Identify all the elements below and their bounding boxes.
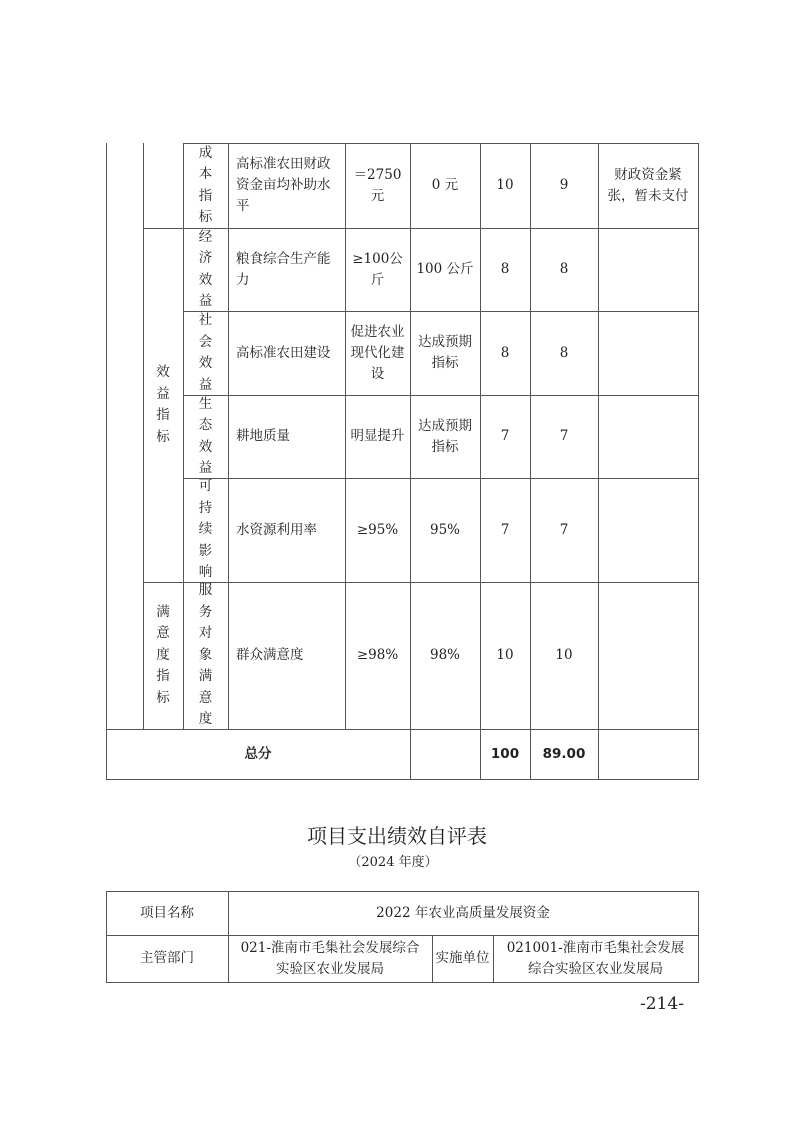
total-label: 总分 xyxy=(244,745,272,762)
cell-actual xyxy=(410,228,480,311)
cell-sub xyxy=(183,395,228,478)
cell-actual xyxy=(410,582,480,729)
cell-indicator xyxy=(228,395,345,478)
cell-score xyxy=(530,228,598,311)
target-text: 促进农业现代化建设 xyxy=(350,323,405,382)
target-text: ≥100公斤 xyxy=(352,250,403,288)
sub-text: 生态效益 xyxy=(198,395,213,476)
total-score: 89.00 xyxy=(542,745,586,762)
cell-score xyxy=(530,478,598,582)
total-weight: 100 xyxy=(490,745,520,762)
cell-score xyxy=(530,395,598,478)
score-text: 8 xyxy=(559,344,569,361)
actual-text: 达成预期指标 xyxy=(418,334,472,371)
project-name-label: 项目名称 xyxy=(140,904,194,921)
cell-weight xyxy=(480,311,530,395)
actual-text: 98% xyxy=(429,647,460,663)
cell-weight xyxy=(480,395,530,478)
cell-target xyxy=(345,395,410,478)
indicator-text: 水资源利用率 xyxy=(236,521,317,538)
score-text: 7 xyxy=(559,428,569,444)
dept-label: 主管部门 xyxy=(140,950,194,966)
cell-indicator xyxy=(228,478,345,582)
cell-actual xyxy=(410,143,480,228)
group-benefit xyxy=(143,228,183,582)
note-text: 财政资金紧张，暂未支付 xyxy=(607,166,689,204)
weight-text: 7 xyxy=(500,521,510,538)
sub-text: 经济效益 xyxy=(198,228,213,309)
weight-text: 10 xyxy=(496,647,514,663)
target-text: ＝2750元 xyxy=(353,166,402,204)
cell-note xyxy=(598,395,698,478)
cell-note xyxy=(598,582,698,729)
score-text: 9 xyxy=(559,177,569,193)
cell-sub xyxy=(183,582,228,729)
cell-weight xyxy=(480,228,530,311)
cell-actual xyxy=(410,395,480,478)
score-text: 10 xyxy=(555,647,573,663)
group-satisfaction xyxy=(143,582,183,729)
project-name: 2022 年农业高质量发展资金 xyxy=(376,904,550,921)
group-benefit-label: 效益指标 xyxy=(156,364,170,445)
indicator-text: 群众满意度 xyxy=(236,647,304,663)
actual-text: 100 公斤 xyxy=(416,261,474,277)
sub-text: 可持续影响 xyxy=(198,478,213,581)
cell-weight xyxy=(480,478,530,582)
table2-title: 项目支出绩效自评表 xyxy=(307,824,487,848)
cell-weight xyxy=(480,143,530,228)
indicator-text: 粮食综合生产能力 xyxy=(236,250,331,288)
weight-text: 7 xyxy=(500,428,510,444)
cell-sub xyxy=(183,311,228,395)
weight-text: 8 xyxy=(500,261,510,277)
actual-text: 0 元 xyxy=(431,177,459,193)
cell-indicator xyxy=(228,311,345,395)
impl-label: 实施单位 xyxy=(435,950,490,966)
cell-score xyxy=(530,311,598,395)
indicator-text: 高标准农田财政资金亩均补助水平 xyxy=(236,156,331,214)
group-satisfaction-label: 满意度指标 xyxy=(156,603,170,706)
cell-note xyxy=(598,228,698,311)
cell-sub xyxy=(183,143,228,228)
cell-score xyxy=(530,582,598,729)
cell-target xyxy=(345,478,410,582)
cell-target xyxy=(345,228,410,311)
cell-note xyxy=(598,311,698,395)
score-text: 7 xyxy=(559,521,569,538)
cell-indicator xyxy=(228,228,345,311)
cell-note xyxy=(598,478,698,582)
cell-note xyxy=(598,143,698,228)
score-text: 8 xyxy=(559,261,569,277)
actual-text: 95% xyxy=(429,521,460,538)
sub-text: 成本指标 xyxy=(198,144,213,225)
cell-target xyxy=(345,143,410,228)
impl-value: 021001-淮南市毛集社会发展综合实验区农业发展局 xyxy=(506,939,685,977)
indicator-text: 耕地质量 xyxy=(236,428,290,444)
actual-text: 达成预期指标 xyxy=(418,417,472,455)
cell-score xyxy=(530,143,598,228)
cell-target xyxy=(345,582,410,729)
dept-value: 021-淮南市毛集社会发展综合实验区农业发展局 xyxy=(240,939,420,977)
sub-text: 服务对象满意度 xyxy=(198,582,213,728)
cell-sub xyxy=(183,228,228,311)
cell-actual xyxy=(410,478,480,582)
page-number: -214- xyxy=(640,994,684,1014)
cell-indicator xyxy=(228,143,345,228)
table2-year: （2024 年度） xyxy=(348,855,438,870)
cell-target xyxy=(345,311,410,395)
target-text: ≥98% xyxy=(356,647,399,663)
target-text: 明显提升 xyxy=(350,428,405,444)
cell-weight xyxy=(480,582,530,729)
cell-indicator xyxy=(228,582,345,729)
sub-text: 社会效益 xyxy=(198,312,213,393)
weight-text: 10 xyxy=(496,177,514,193)
cell-sub xyxy=(183,478,228,582)
indicator-text: 高标准农田建设 xyxy=(236,344,331,361)
cell-actual xyxy=(410,311,480,395)
target-text: ≥95% xyxy=(356,521,399,538)
weight-text: 8 xyxy=(500,344,510,361)
